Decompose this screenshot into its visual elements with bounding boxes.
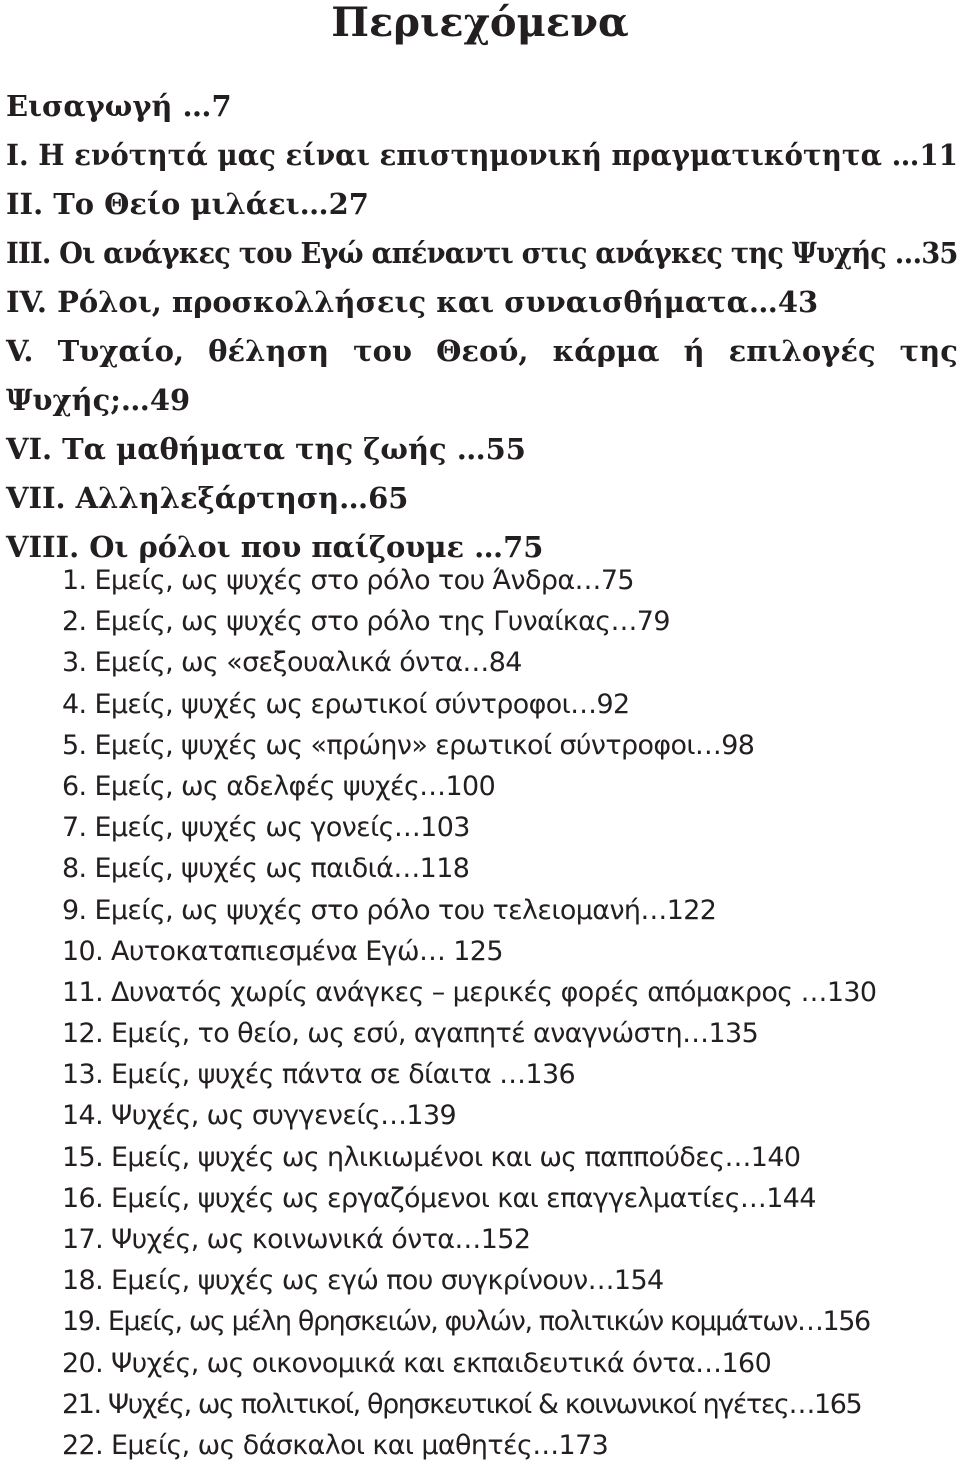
chapter-entry: III. Οι ανάγκες του Εγώ απέναντι στις ανάγκες της Ψυχής …35 [6,236,958,270]
section-entry: 15. Εμείς, ψυχές ως ηλικιωμένοι και ως παππούδες…140 [62,1141,801,1173]
chapter-entry: IV. Ρόλοι, προσκολλήσεις και συναισθήματα…43 [6,285,819,319]
section-entry: 1. Εμείς, ως ψυχές στο ρόλο του Άνδρα…75 [62,565,634,596]
section-entry: 8. Εμείς, ψυχές ως παιδιά…118 [62,853,470,885]
section-entry: 13. Εμείς, ψυχές πάντα σε δίαιτα …136 [62,1059,576,1091]
chapter-list [6,82,960,572]
chapter-entry: I. Η ενότητά μας είναι επιστημονική πραγματικότητα …11 [6,138,958,172]
section-entry: 21. Ψυχές, ως πολιτικοί, θρησκευτικοί & κοινωνικοί ηγέτες…165 [62,1388,862,1420]
title-text: Περιεχόμενα [331,0,629,46]
section-entry: 6. Εμείς, ως αδελφές ψυχές…100 [62,770,496,802]
section-entry: 7. Εμείς, ψυχές ως γονείς…103 [62,812,470,844]
chapter-word: της [899,334,958,368]
chapter-entry-continuation: Ψυχής;…49 [6,383,191,417]
chapter-word: επιλογές [728,334,876,368]
chapter-entry: VII. Αλληλεξάρτηση…65 [6,481,409,515]
section-entry: 16. Εμείς, ψυχές ως εργαζόμενοι και επαγγελματίες…144 [62,1182,816,1214]
section-entry: 9. Εμείς, ως ψυχές στο ρόλο του τελειομανή…122 [62,894,717,926]
section-entry: 3. Εμείς, ως «σεξουαλικά όντα…84 [62,647,522,679]
section-entry: 4. Εμείς, ψυχές ως ερωτικοί σύντροφοι…92 [62,688,630,720]
chapter-entry-justified [6,327,958,376]
section-entry: 18. Εμείς, ψυχές ως εγώ που συγκρίνουν…154 [62,1265,664,1297]
chapter-word: Τυχαίο, [57,334,185,368]
chapter-entry: Εισαγωγή …7 [6,89,232,123]
chapter-word: V. [6,334,34,368]
section-entry: 19. Εμείς, ως μέλη θρησκειών, φυλών, πολιτικών κομμάτων…156 [62,1306,870,1338]
section-entry: 5. Εμείς, ψυχές ως «πρώην» ερωτικοί σύντροφοι…98 [62,729,755,761]
chapter-entry: VIII. Οι ρόλοι που παίζουμε …75 [6,530,544,564]
page-title [0,0,960,46]
chapter-word: ή [683,334,705,368]
chapter-word: Θεού, [436,334,529,368]
section-entry: 14. Ψυχές, ως συγγενείς…139 [62,1100,457,1132]
chapter-word: κάρμα [552,334,660,368]
section-entry: 11. Δυνατός χωρίς ανάγκες – μερικές φορές απόμακρος …130 [62,976,877,1008]
section-entry: 17. Ψυχές, ως κοινωνικά όντα…152 [62,1224,531,1255]
section-entry: 22. Εμείς, ως δάσκαλοι και μαθητές…173 [62,1429,609,1461]
section-entry: 2. Εμείς, ως ψυχές στο ρόλο της Γυναίκας…79 [62,606,670,638]
chapter-word: θέληση [208,334,330,368]
section-entry: 20. Ψυχές, ως οικονομικά και εκπαιδευτικά όντα…160 [62,1347,772,1379]
chapter-entry: II. Το Θείο μιλάει…27 [6,187,369,221]
section-list [62,560,960,1466]
section-entry: 12. Εμείς, το θείο, ως εσύ, αγαπητέ αναγνώστη…135 [62,1018,759,1050]
section-entry: 10. Αυτοκαταπιεσμένα Εγώ… 125 [62,935,503,967]
chapter-entry: VI. Τα μαθήματα της ζωής …55 [6,432,526,466]
chapter-word: του [353,334,413,368]
